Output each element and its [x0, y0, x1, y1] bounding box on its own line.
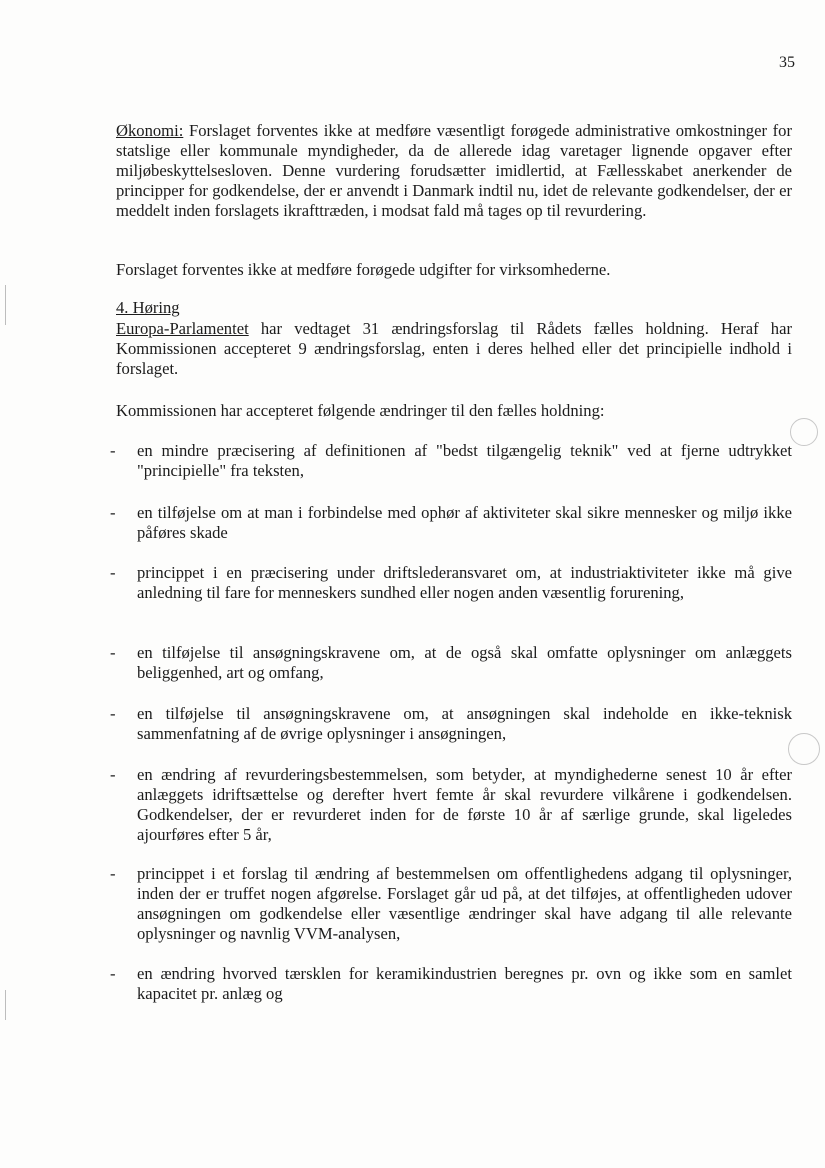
okonomi-text: Forslaget forventes ikke at medføre væsentligt forøgede administrative omkostninger for statslige eller kommunale myndigheder, da de allerede idag varetager lignende opgaver efter miljøbeskyttelsesloven. Denne vurdering forudsætter imidlertid, at Fællesskabet anerkender de principper for godkendelse, der er anvendt i Danmark indtil nu, idet de relevante godkendelser, der er meddelt inden forslagets ikrafttræden, i modsat fald må tages op til revurdering. — [116, 121, 792, 220]
list-item-text: en ændring af revurderingsbestemmelsen, som betyder, at myndighederne senest 10 år efter anlæggets idriftsættelse og derefter hvert femte år skal revurdere vilkårene i godkendelsen. Godkendelser, der er revurderet inden for de første 10 år af særlige grunde, skal ligeledes ajourføres efter 5 år, — [137, 765, 792, 844]
list-item-text: en tilføjelse til ansøgningskravene om, at de også skal omfatte oplysninger om anlæggets beliggenhed, art og omfang, — [137, 643, 792, 682]
horing-text: har vedtaget 31 ændringsforslag til Rådets fælles holdning. Heraf har Kommissionen accepteret 9 ændringsforslag, enten i deres helhed eller det principielle indhold i forslaget. — [116, 319, 792, 378]
list-item-text: en tilføjelse til ansøgningskravene om, at ansøgningen skal indeholde en ikke-teknisk sammenfatning af de øvrige oplysninger i ansøgningen, — [137, 704, 792, 743]
list-item-text: en ændring hvorved tærsklen for keramikindustrien beregnes pr. ovn og ikke som en samlet kapacitet pr. anlæg og — [137, 964, 792, 1003]
list-intro: Kommissionen har accepteret følgende ændringer til den fælles holdning: — [116, 401, 605, 420]
list-item-text: princippet i en præcisering under driftslederansvaret om, at industriaktiviteter ikke må give anledning til fare for menneskers sundhed eller nogen anden væsentlig forurening, — [137, 563, 792, 602]
horing-paragraph — [116, 319, 792, 379]
list-item-text: en tilføjelse om at man i forbindelse med ophør af aktiviteter skal sikre mennesker og miljø ikke påføres skade — [137, 503, 792, 542]
list-item-text: en mindre præcisering af definitionen af "bedst tilgængelig teknik" ved at fjerne udtrykket "principielle" fra teksten, — [137, 441, 792, 480]
scan-edge-mark — [5, 990, 6, 1020]
okonomi-heading: Økonomi: — [116, 121, 184, 140]
list-dash: - — [110, 503, 116, 522]
list-dash: - — [110, 563, 116, 582]
list-dash: - — [110, 441, 116, 460]
scan-edge-mark — [5, 285, 6, 325]
list-dash: - — [110, 765, 116, 784]
list-dash: - — [110, 704, 116, 723]
page-number: 35 — [779, 54, 795, 71]
list-dash: - — [110, 864, 116, 883]
punch-hole-mark — [788, 733, 820, 765]
list-dash: - — [110, 643, 116, 662]
list-item-text: princippet i et forslag til ændring af bestemmelsen om offentlighedens adgang til oplysninger, inden der er truffet nogen afgørelse. Forslaget går ud på, at det tilføjes, at offentligheden udover ansøgningen om godkendelse eller væsentlige ændringer skal have adgang til alle relevante oplysninger og navnlig VVM-analysen, — [137, 864, 792, 943]
list-dash: - — [110, 964, 116, 983]
punch-hole-mark — [790, 418, 818, 446]
okonomi-paragraph — [116, 121, 792, 221]
horing-heading-text: 4. Høring — [116, 298, 180, 317]
virksomheder-paragraph: Forslaget forventes ikke at medføre forøgede udgifter for virksomhederne. — [116, 260, 611, 279]
horing-heading — [116, 298, 792, 318]
europa-parlamentet-label: Europa-Parlamentet — [116, 319, 249, 338]
